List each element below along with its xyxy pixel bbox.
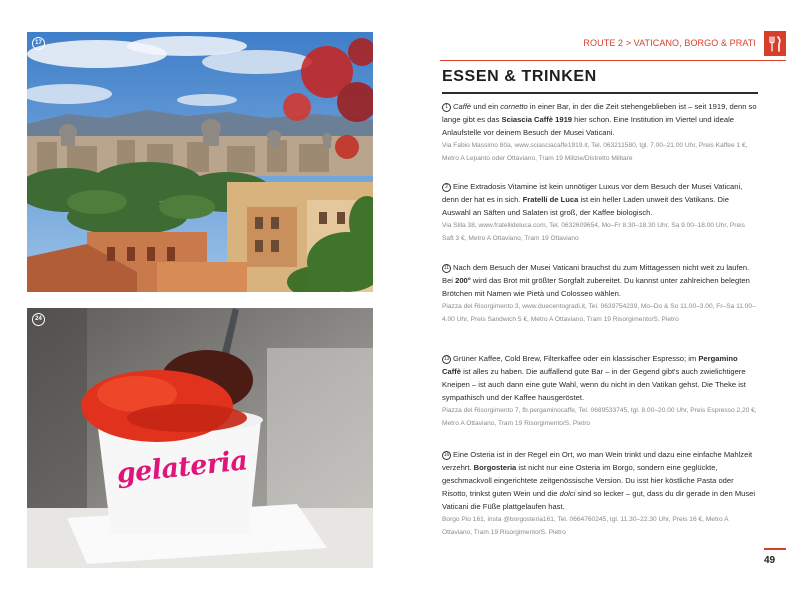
entry-number-badge: 11 [443,265,450,271]
fork-knife-icon [764,31,786,56]
photo-gelato-cup [27,308,373,568]
gelato-cup-image [27,308,373,568]
entry-number-badge: 1 [442,103,451,112]
page-number: 49 [764,555,776,566]
photo-number-badge: 24 [32,313,45,326]
entry-info: Piazza del Risorgimento 3, www.duecentogradi.it, Tel. 0639754239, Mo–Do & So 11.00–3.00, Fr–Sa 11.00–4.00 Uhr, Preis Sandwich 5 €, Metro A Ottaviano, Tram 19 Risorgimento/S. Pietro [442,303,756,323]
entry-sciascia-caffe [442,100,758,165]
entry-description: 1 Caffè und ein cornetto in einer Bar, in der die Zeit stehengeblieben ist – seit 1919, denn so lange gibt es das Sciascia Caffè 1919 hier schon. Eine Institution im Viertel und ideale Anlaufstelle vor deinem Besuch der Musei Vaticani. [442,102,757,137]
cup-gelateria-text: gelateria [115,445,249,490]
entry-description: 11 Nach dem Besuch der Musei Vaticani brauchst du zum Mittagessen nicht weit zu laufen. Bei 200° wird das Brot mit größter Sorgfalt zubereitet. Du kannst unter zahlreichen belegten Brötchen mit Namen wie Pietà und Colosseo wählen. [442,263,750,298]
venue-name: Pergamino Caffè [442,354,738,376]
photo-number-badge: 17 [32,37,45,50]
entry-number-badge: 2 [442,183,451,192]
venue-name: Fratelli de Luca [522,195,579,204]
entry-description: 2 Eine Extradosis Vitamine ist kein unnötiger Luxus vor dem Besuch der Musei Vaticani, denn der hat es in sich. Fratelli de Luca ist ein heller Laden unweit des Vatikans. Die Auswahl an Säften und Salaten ist groß, der Kaffee biologisch. [442,182,743,217]
entry-info: Piazza del Risorgimento 7, fb.pergaminocaffe, Tel. 0689533745, tgl. 8.00–20.00 Uhr, Preis Espresso 2,20 €, Metro A Ottaviano, Tram 19 Risorgimento/S. Pietro [442,407,757,427]
venue-name: Borgosteria [473,463,517,472]
entry-pergamino-caffe [442,352,758,430]
title-underline [442,92,758,94]
entry-borgosteria [442,448,758,539]
fork-knife-glyph [768,36,782,52]
photo-rome-skyline [27,32,373,292]
route-breadcrumb: ROUTE 2 > VATICANO, BORGO & PRATI [583,38,756,48]
entry-200-grad [442,261,758,326]
entry-fratelli-de-luca [442,180,758,245]
entry-description: 16 Eine Osteria ist in der Regel ein Ort, wo man Wein trinkt und dazu eine einfache Mahlzeit verzehrt. Borgosteria ist nicht nur eine Osteria im Borgo, sondern eine geglückte, geschmackvoll eingerichtete zeitgenössische Version. Du isst hier köstliche Pasta oder Risotto, trinkst guten Wein und die dolci sind so lecker – gut, dass du dir gerade in den Musei Vaticani die Füße plattgelaufen hast. [442,450,756,511]
entry-description: 13 Grüner Kaffee, Cold Brew, Filterkaffee oder ein klassischer Espresso; im Pergamino Caffè ist alles zu haben. Die auffallend gute Bar – in der Gegend gibt's auch zwielichtigere Kneipen – ist auch dann eine gute Wahl, wenn du nicht in den Vatikan gehst. Die Theke ist sympathisch und der Kaffee hausgeröstet. [442,354,746,402]
entry-info: Via Silla 38, www.fratellideluca.com, Tel. 0632609654, Mo–Fr 8.30–18.30 Uhr, Sa 9.00–18.00 Uhr, Preis Saft 3 €, Metro A Ottaviano, Tram 19 Ottaviano [442,222,745,242]
entry-info: Via Fabio Massimo 80a, www.sciasciacaffe1919.it, Tel. 063211580, tgl. 7.00–21.00 Uhr, Preis Kaffee 1 €, Metro A Lepanto oder Ottaviano, Tram 19 Milizie/Distretto Militare [442,142,748,162]
venue-name: 200° [455,276,471,285]
section-title: ESSEN & TRINKEN [442,68,597,85]
rome-skyline-image [27,32,373,292]
venue-name: Sciascia Caffè 1919 [501,115,573,124]
entry-info: Borgo Pio 161, insta @borgosteria161, Tel. 0664760245, tgl. 11.30–22.30 Uhr, Preis 16 €, Metro A Ottaviano, Tram 19 Risorgimento/S. Pietro [442,516,729,536]
page-number-rule [764,548,786,550]
entry-number-badge: 13 [443,356,450,362]
header-rule [440,60,786,61]
entry-number-badge: 16 [443,452,450,458]
